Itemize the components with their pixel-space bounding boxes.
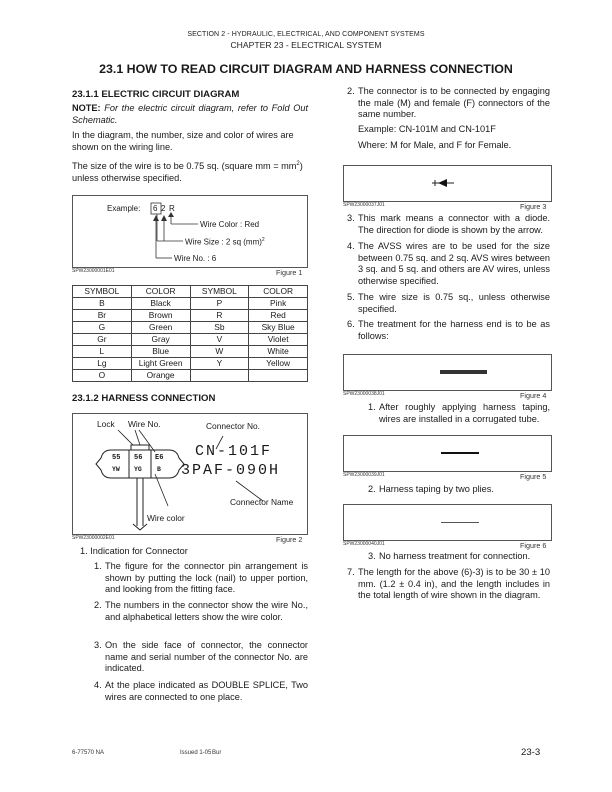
figure-3-diode-symbol	[343, 165, 552, 202]
list-item: 7. The length for the above (6)-3) is to be 30 ± 10 mm. (1.2 ± 0.4 in), and the length includes in the total length of wire shown in the diagram.	[347, 567, 550, 601]
list-item: 1. The figure for the connector pin arrangement is shown by putting the lock (nail) to upper portion, and looking from the fitting face.	[94, 561, 308, 595]
note-label: NOTE:	[72, 103, 101, 113]
figure-2-connector-diagram	[72, 413, 308, 535]
list-heading-indication: 1. Indication for Connector	[80, 546, 188, 556]
pin-2-number: 56	[134, 454, 143, 462]
list-item: 3. No harness treatment for connection.	[368, 551, 531, 561]
pin-3-color: B	[157, 466, 161, 473]
callout-wire-size: Wire Size : 2 sq (mm)$^2$	[185, 237, 265, 247]
table-row: O Orange	[73, 370, 308, 382]
section-heading-harness-connection: 23.1.2 HARNESS CONNECTION	[72, 393, 216, 404]
pin-1-number: 55	[112, 454, 121, 462]
figure-6-code: SPW23000040J01	[343, 541, 385, 547]
wire-color-table	[72, 285, 308, 382]
footer-doc-number: 6-77570 NA	[72, 750, 105, 756]
section-header: SECTION 2 - HYDRAULIC, ELECTRICAL, AND COMPONENT SYSTEMS	[187, 31, 425, 38]
figure-4-label: Figure 4	[520, 391, 547, 400]
list-item: 5. The wire size is 0.75 sq., unless otherwise specified.	[347, 292, 550, 314]
figure-1-code: SPW23000001E01	[72, 268, 115, 274]
figure-5-code: SPW23000039J01	[343, 472, 385, 478]
paragraph-wire-size: The size of the wire is to be 0.75 sq. (square mm = $mm^2$) unless otherwise specified.	[72, 161, 303, 183]
table-row: G Green Sb Sky Blue	[73, 322, 308, 334]
figure-1-wire-example	[72, 195, 308, 268]
example-connectors: Example: CN-101M and CN-101F	[358, 124, 496, 134]
table-row: Gr Gray V Violet	[73, 334, 308, 346]
figure-6-label: Figure 6	[520, 541, 547, 550]
wire-no-label: Wire No.	[128, 419, 161, 429]
medium-line-symbol	[441, 452, 479, 454]
wire-color-label: Wire color	[147, 513, 185, 523]
section-heading-circuit-diagram: 23.1.1 ELECTRIC CIRCUIT DIAGRAM	[72, 89, 240, 100]
wire-number-value: 6	[153, 204, 158, 213]
page-title: 23.1 HOW TO READ CIRCUIT DIAGRAM AND HARNESS CONNECTION	[99, 62, 513, 76]
list-item: 3. On the side face of connector, the connector name and serial number of the connector No. are indicated.	[94, 640, 308, 674]
list-item: 4. At the place indicated as DOUBLE SPLICE, Two wires are connected to one place.	[94, 680, 308, 702]
page-number: 23-3	[521, 747, 541, 758]
pin-2-color: YG	[134, 466, 142, 473]
list-item: 4. The AVSS wires are to be used for the size between 0.75 sq. and 2 sq. AVS wires between 3 sq. and 5 sq. and others are AV wires, unless otherwise specified.	[347, 241, 550, 286]
figure-6-no-treatment	[343, 504, 552, 541]
figure-3-label: Figure 3	[520, 202, 547, 211]
example-label: Example:	[107, 204, 141, 213]
figure-5-label: Figure 5	[520, 472, 547, 481]
figure-4-corrugated-tube	[343, 354, 552, 391]
list-item: 1. After roughly applying harness taping, wires are installed in a corrugated tube.	[368, 402, 550, 424]
list-item: 2. The numbers in the connector show the wire No., and alphabetical letters show the wire color.	[94, 600, 308, 622]
diode-arrow-icon	[344, 166, 551, 201]
figure-3-code: SPW23000037J01	[343, 202, 385, 208]
list-item: 6. The treatment for the harness end is to be as follows:	[347, 319, 550, 341]
connector-number: CN-101F	[195, 443, 273, 460]
note-text: For the electric circuit diagram, refer to Fold Out Schematic.	[72, 103, 309, 125]
table-header-row: SYMBOL COLOR SYMBOL COLOR	[73, 286, 308, 298]
footer-printed: Bur	[212, 750, 222, 756]
table-row: B Black P Pink	[73, 298, 308, 310]
figure-2-label: Figure 2	[276, 535, 303, 544]
wire-size-value: 2	[161, 204, 166, 213]
list-item: 2. The connector is to be connected by engaging the male (M) and female (F) connectors of the same number.	[347, 86, 550, 120]
figure-1-label: Figure 1	[276, 268, 303, 277]
list-item: 2. Harness taping by two plies.	[368, 484, 494, 494]
callout-wire-color: Wire Color : Red	[200, 220, 260, 229]
connector-name-label: Connector Name	[230, 497, 294, 507]
figure-4-code: SPW23000038J01	[343, 391, 385, 397]
where-male-female: Where: M for Male, and F for Female.	[358, 140, 512, 150]
connector-name: 3PAF-090H	[181, 462, 281, 479]
figure-5-two-plies	[343, 435, 552, 472]
thick-line-symbol	[440, 370, 487, 374]
list-item: 3. This mark means a connector with a diode. The direction for diode is shown by the arrow.	[347, 213, 550, 235]
table-row: Lg Light Green Y Yellow	[73, 358, 308, 370]
paragraph-wires-shown: In the diagram, the number, size and color of wires are shown on the wiring line.	[72, 130, 294, 152]
figure-2-code: SPW23000002E01	[72, 535, 115, 541]
table-row: L Blue W White	[73, 346, 308, 358]
wire-color-value: R	[169, 204, 175, 213]
chapter-header: CHAPTER 23 - ELECTRICAL SYSTEM	[230, 40, 382, 50]
connector-no-label: Connector No.	[206, 421, 260, 431]
lock-label: Lock	[97, 419, 115, 429]
pin-1-color: YW	[112, 466, 120, 473]
footer-issued: Issued 1-05	[180, 750, 212, 756]
note-paragraph	[72, 103, 308, 126]
callout-wire-number: Wire No. : 6	[174, 254, 217, 263]
thin-line-symbol	[441, 522, 479, 523]
pin-3-number: E6	[155, 454, 164, 462]
table-row: Br Brown R Red	[73, 310, 308, 322]
